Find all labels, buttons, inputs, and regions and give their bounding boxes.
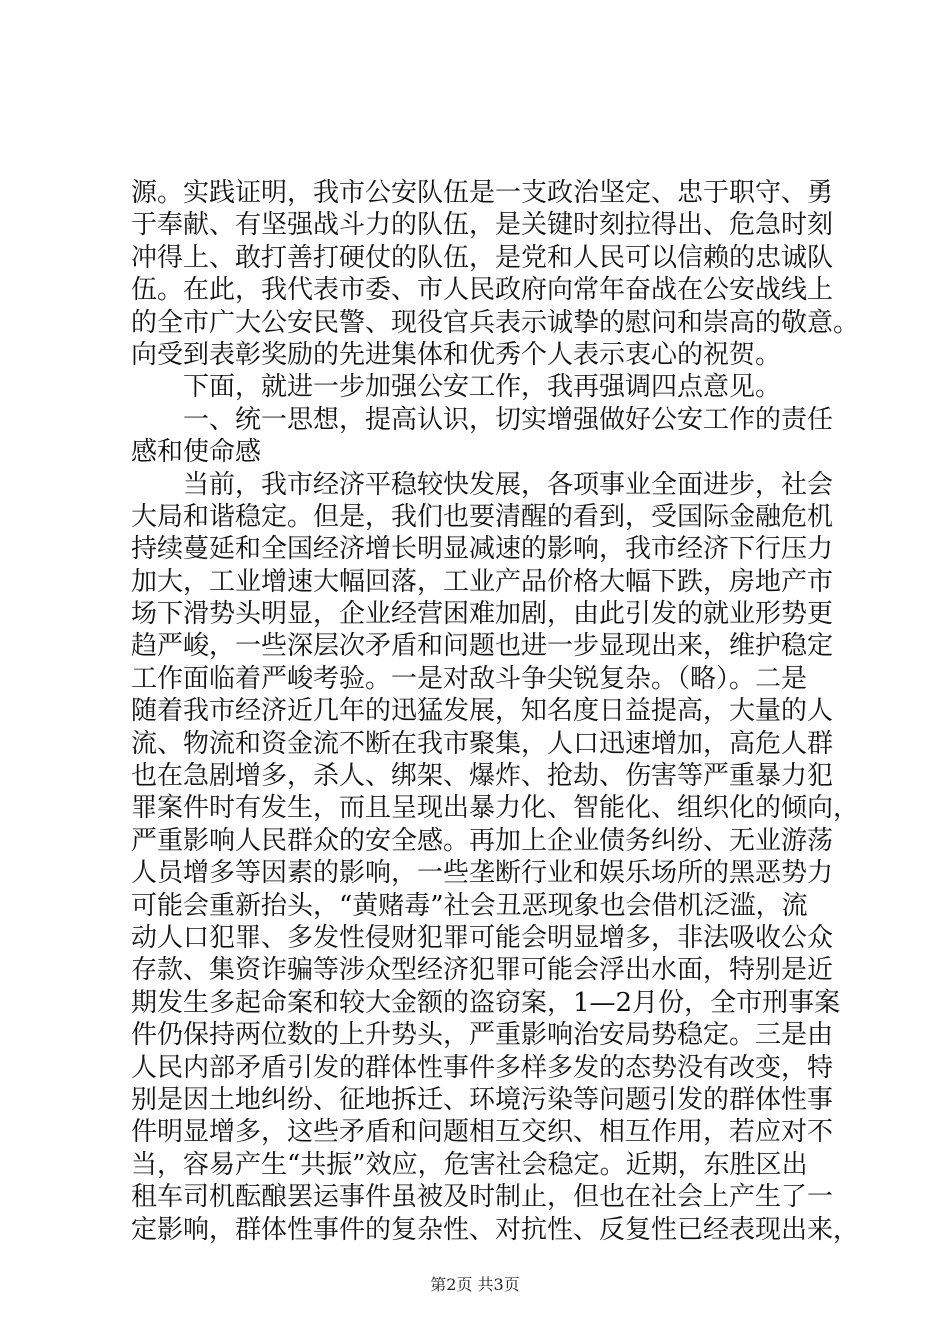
text-line: 于奉献、有坚强战斗力的队伍，是关键时刻拉得出、危急时刻 — [131, 210, 834, 241]
text-line: 动人口犯罪、多发性侵财犯罪可能会明显增多，非法吸收公众 — [131, 922, 834, 953]
text-line: 当，容易产生“共振”效应，危害社会稳定。近期，东胜区出 — [131, 1149, 808, 1180]
text-line: 冲得上、敢打善打硬仗的队伍，是党和人民可以信赖的忠诚队 — [131, 242, 834, 273]
text-line: 流、物流和资金流不断在我市聚集，人口迅速增加，高危人群 — [131, 728, 834, 759]
text-line: 人员增多等因素的影响，一些垄断行业和娱乐场所的黑恶势力 — [131, 858, 834, 889]
text-line: 件仍保持两位数的上升势头，严重影响治安局势稳定。三是由 — [131, 1020, 834, 1051]
text-line: 当前，我市经济平稳较快发展，各项事业全面进步，社会 — [131, 469, 834, 500]
text-line: 大局和谐稳定。但是，我们也要清醒的看到，受国际金融危机 — [131, 501, 834, 532]
text-line: 场下滑势头明显，企业经营困难加剧，由此引发的就业形势更 — [131, 599, 834, 630]
text-line: 随着我市经济近几年的迅猛发展，知名度日益提高，大量的人 — [131, 696, 834, 727]
text-line: 期发生多起命案和较大金额的盗窃案，1—2月份，全市刑事案 — [131, 987, 841, 1018]
text-line: 租车司机酝酿罢运事件虽被及时制止，但也在社会上产生了一 — [131, 1182, 834, 1213]
text-line: 工作面临着严峻考验。一是对敌斗争尖锐复杂。（略）。二是 — [131, 663, 808, 694]
text-line: 严重影响人民群众的安全感。再加上企业债务纠纷、无业游荡 — [131, 825, 834, 856]
body-text — [131, 177, 860, 1246]
text-line: 存款、集资诈骗等涉众型经济犯罪可能会浮出水面，特别是近 — [131, 955, 834, 986]
text-line: 持续蔓延和全国经济增长明显减速的影响，我市经济下行压力 — [131, 534, 834, 565]
text-line: 向受到表彰奖励的先进集体和优秀个人表示衷心的祝贺。 — [131, 339, 782, 370]
page-footer: 第2页 共3页 — [430, 1275, 520, 1294]
text-line: 一、统一思想，提高认识，切实增强做好公安工作的责任 — [131, 404, 834, 435]
text-line: 趋严峻，一些深层次矛盾和问题也进一步显现出来，维护稳定 — [131, 631, 834, 662]
text-line: 的全市广大公安民警、现役官兵表示诚挚的慰问和崇高的敬意。 — [131, 307, 860, 338]
text-line: 也在急剧增多，杀人、绑架、爆炸、抢劫、伤害等严重暴力犯 — [131, 761, 834, 792]
text-line: 下面，就进一步加强公安工作，我再强调四点意见。 — [131, 372, 782, 403]
text-line: 件明显增多，这些矛盾和问题相互交织、相互作用，若应对不 — [131, 1117, 834, 1148]
text-line: 罪案件时有发生，而且呈现出暴力化、智能化、组织化的倾向， — [131, 793, 860, 824]
text-line: 加大，工业增速大幅回落，工业产品价格大幅下跌，房地产市 — [131, 566, 834, 597]
text-line: 定影响，群体性事件的复杂性、对抗性、反复性已经表现出来， — [131, 1214, 860, 1245]
text-line: 人民内部矛盾引发的群体性事件多样多发的态势没有改变，特 — [131, 1052, 834, 1083]
text-line: 感和使命感 — [131, 437, 262, 468]
text-line: 别是因土地纠纷、征地拆迁、环境污染等问题引发的群体性事 — [131, 1084, 834, 1115]
text-line: 源。实践证明，我市公安队伍是一支政治坚定、忠于职守、勇 — [131, 178, 834, 208]
text-line: 伍。在此，我代表市委、市人民政府向常年奋战在公安战线上 — [131, 275, 834, 306]
text-line: 可能会重新抬头，“黄赌毒”社会丑恶现象也会借机泛滥，流 — [131, 890, 808, 921]
